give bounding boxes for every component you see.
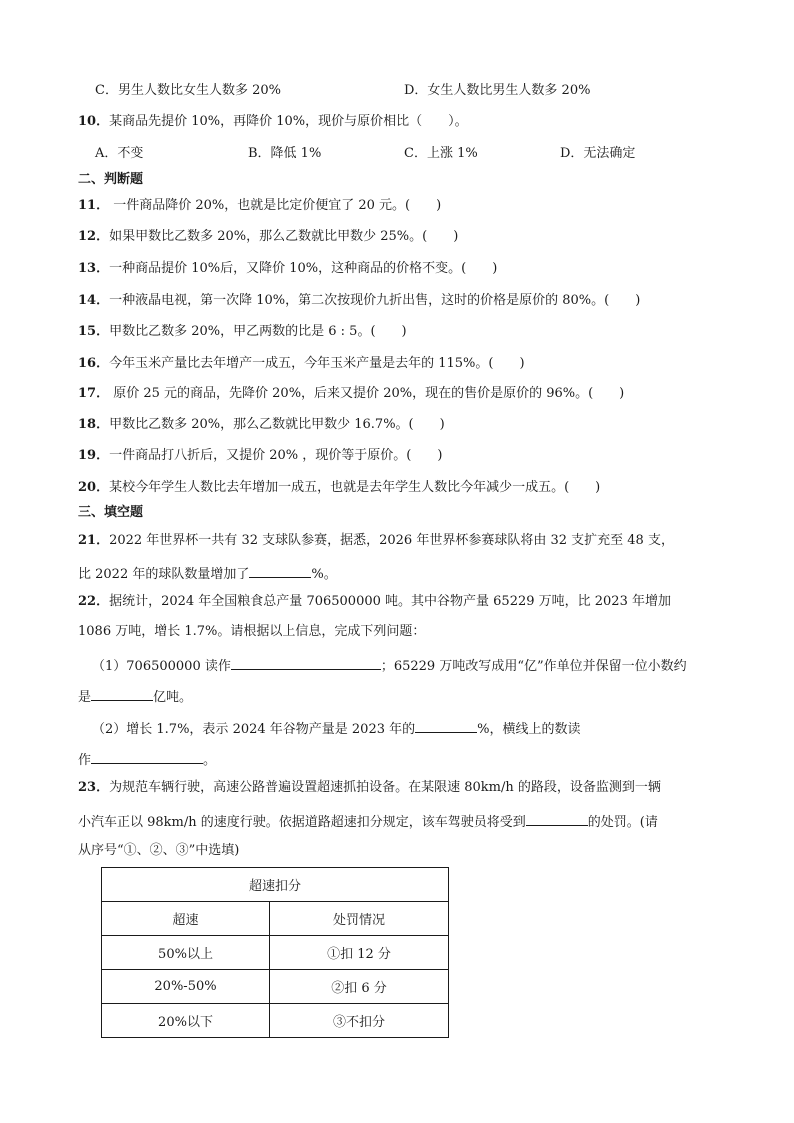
judgment-number: 12． [78,229,110,244]
table-header-row [102,902,449,936]
judgment-number: 11． [78,198,110,213]
table-cell-speeding: 50%以上 [102,936,270,970]
q22-part2-text: （2）增长 1.7%，表示 2024 年谷物产量是 2023 年的 [92,722,416,737]
q22-percent-blank[interactable] [415,718,477,733]
q22-part1 [92,655,687,676]
judgment-number: 15． [78,324,110,339]
q9-option-d: D．女生人数比男生人数多 20% [404,83,591,98]
judgment-item [78,479,600,497]
q22-part1-middle: ；65229 万吨改写成用“亿”作单位并保留一位小数约 [380,659,687,674]
speeding-penalty-table [101,867,449,1038]
judgment-item [78,323,407,341]
section-title-fill: 三、填空题 [78,505,144,520]
q9-option-c: C．男生人数比女生人数多 20% [95,83,281,98]
q21-number: 21． [78,533,110,548]
q21-line2 [78,563,337,584]
q22-text: 据统计，2024 年全国粮食总产量 706500000 吨。其中谷物产量 65229 万吨，比 2023 年增加 [109,594,671,609]
judgment-item [78,197,441,215]
judgment-item [78,355,525,373]
q10-number: 10． [78,114,110,129]
judgment-number: 19． [78,448,110,463]
judgment-number: 17． [78,386,110,401]
q22-part1-text: （1）706500000 读作 [92,659,231,674]
q10-option-c: C．上涨 1% [404,146,478,161]
q10-option-a: A．不变 [95,146,144,161]
judgment-item [78,260,497,278]
q10-text: 某商品先提价 10%，再降价 10%，现价与原价相比（ ）。 [109,114,468,129]
judgment-item [78,416,445,434]
judgment-text: 某校今年学生人数比去年增加一成五，也就是去年学生人数比今年减少一成五。( ) [109,480,601,495]
q21-text-after: %。 [311,567,337,582]
q22-line1 [78,593,671,611]
q22-part2 [92,718,581,739]
q21-answer-blank[interactable] [249,563,311,578]
table-title-row [102,868,449,902]
judgment-item [78,385,624,403]
judgment-text: 今年玉米产量比去年增产一成五，今年玉米产量是去年的 115%。( ) [109,356,525,371]
q23-line2 [78,811,658,832]
q23-number: 23． [78,780,110,795]
q22-part1-line2 [78,686,192,707]
q22-billion-blank[interactable] [91,686,153,701]
q23-answer-blank[interactable] [526,811,588,826]
judgment-number: 20． [78,480,110,495]
q23-line1 [78,779,661,797]
judgment-text: 一件商品降价 20%，也就是比定价便宜了 20 元。( ) [109,198,442,213]
q22-read-as-blank[interactable] [91,749,203,764]
judgment-text: 甲数比乙数多 20%，那么乙数就比甲数少 16.7%。( ) [109,417,445,432]
judgment-number: 16． [78,356,110,371]
table-row [102,936,449,970]
judgment-text: 一种液晶电视，第一次降 10%，第二次按现价九折出售，这时的价格是原价的 80%。( ) [109,293,641,308]
judgment-text: 一件商品打八折后，又提价 20% ，现价等于原价。( ) [109,448,443,463]
table-title: 超速扣分 [102,868,449,902]
q22-number: 22． [78,594,110,609]
column-header-speeding: 超速 [102,902,270,936]
table-cell-speeding: 20%以下 [102,1004,270,1038]
q22-part1-line2-before: 是 [78,690,92,705]
judgment-number: 18． [78,417,110,432]
column-header-penalty: 处罚情况 [270,902,449,936]
judgment-item [78,447,442,465]
q21-text-before: 比 2022 年的球队数量增加了 [78,567,250,582]
q22-part2-after: %，横线上的数读 [477,722,581,737]
q21-text: 2022 年世界杯一共有 32 支球队参赛，据悉，2026 年世界杯参赛球队将由 32 支扩充至 48 支， [109,533,674,548]
table-cell-penalty: ③不扣分 [270,1004,449,1038]
q10-option-b: B．降低 1% [248,146,322,161]
q23-line2-before: 小汽车正以 98km/h 的速度行驶。依据道路超速扣分规定，该车驾驶员将受到 [78,815,526,830]
q22-part2-line2-after: 。 [203,753,217,768]
q23-line3: 从序号“①、②、③”中选填) [78,843,240,858]
q10-option-d: D．无法确定 [560,146,636,161]
table-cell-speeding: 20%-50% [102,970,270,1004]
judgment-item [78,228,458,246]
q21-line1 [78,532,674,550]
table-row [102,1004,449,1038]
judgment-number: 13． [78,261,110,276]
judgment-text: 如果甲数比乙数多 20%，那么乙数就比甲数少 25%。( ) [109,229,459,244]
q22-part2-line2-before: 作 [78,753,92,768]
judgment-text: 原价 25 元的商品，先降价 20%，后来又提价 20%，现在的售价是原价的 96%。( ) [109,386,625,401]
section-title-judgment: 二、判断题 [78,172,144,187]
table-cell-penalty: ②扣 6 分 [270,970,449,1004]
q23-line2-after: 的处罚。(请 [587,815,658,830]
q23-text: 为规范车辆行驶，高速公路普遍设置超速抓拍设备。在某限速 80km/h 的路段，设备监测到一辆 [109,780,661,795]
table-cell-penalty: ①扣 12 分 [270,936,449,970]
judgment-text: 一种商品提价 10%后，又降价 10%，这种商品的价格不变。( ) [109,261,498,276]
q22-reading-blank[interactable] [231,655,381,670]
judgment-number: 14． [78,293,110,308]
judgment-item [78,292,640,310]
q22-part2-line2 [78,749,216,770]
q22-line2: 1086 万吨，增长 1.7%。请根据以上信息，完成下列问题： [78,624,426,639]
q22-part1-line2-after: 亿吨。 [153,690,193,705]
table-row [102,970,449,1004]
q10-question [78,113,468,131]
judgment-text: 甲数比乙数多 20%，甲乙两数的比是 6 : 5。( ) [109,324,407,339]
